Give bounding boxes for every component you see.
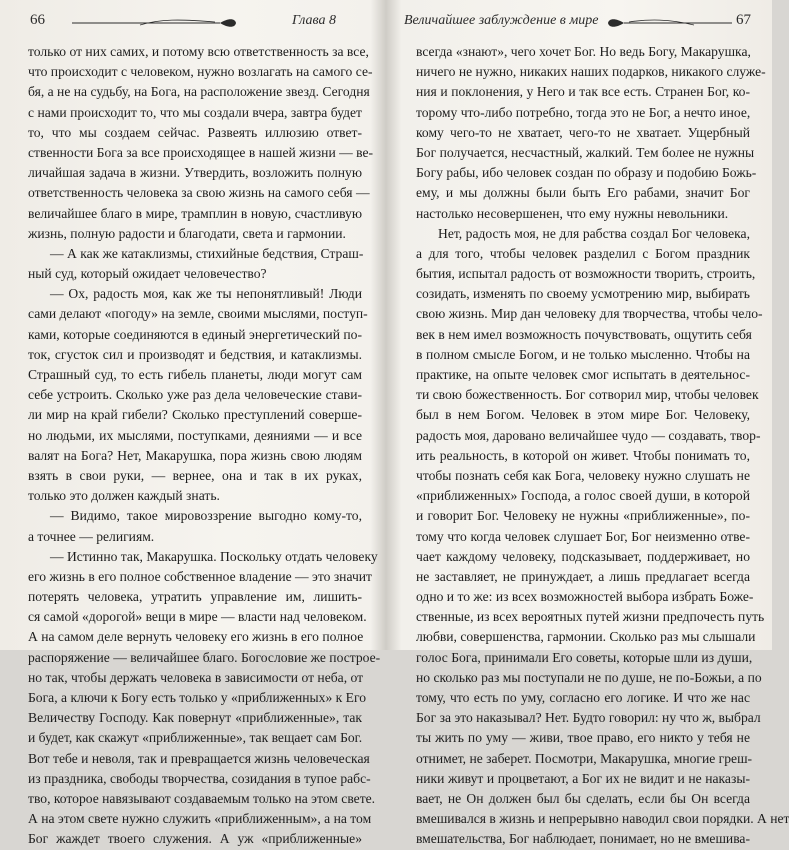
text-line: Нет, радость моя, не для рабства создал Бог человека, — [438, 225, 750, 241]
text-line: бя, а не на судьбу, на Бога, на расположение звезд. Сегодня — [28, 84, 370, 100]
text-line: тво, которое навязывают создаваемым только на этом свете. — [28, 790, 376, 806]
right-page-header — [386, 10, 772, 34]
text-line: Величеству Господу. Как повернут «приближенные», так — [28, 710, 362, 726]
text-line: его жизнь в его полное собственное владение — это значит — [28, 568, 372, 584]
text-line: ники живут и процветают, а Бог их не видит и не наказы- — [416, 770, 750, 786]
text-line: себе устроить. Сколько уже раз дела человеческие стави- — [28, 387, 362, 403]
text-line: радость моя, даровано величайшее чудо — создавать, твор- — [416, 427, 761, 443]
text-line: тому, что есть по уму, согласно его логике. И что же нас — [416, 690, 750, 705]
text-line: ему, и мы должны были быть Его рабами, значит Бог — [416, 185, 750, 201]
text-line: ся самой «дорогой» вещи в мире — власти над человеком. — [28, 609, 367, 625]
text-line: ты жить по уму — живи, твое право, его никто у тебя не — [416, 730, 750, 746]
text-line: ли мир на край гибели? Сколько преступлений соверше- — [28, 407, 362, 423]
text-line: ственные, из всех вероятных путей жизни предпочесть путь — [416, 609, 765, 625]
text-line: — Видимо, такое мировоззрение выгодно кому-то, — [50, 508, 362, 524]
text-line: торому что-либо потребно, тогда это не Бог, а нечто иное, — [416, 104, 751, 120]
text-line: А на этом свете нужно служить «приближенным», а на том — [28, 811, 372, 827]
header-ornament-icon — [70, 16, 240, 30]
text-line: не заставляет, не принуждает, а лишь предлагает всегда — [416, 568, 750, 584]
text-line: а точнее — религиям. — [28, 528, 155, 544]
text-line: чает каждому человеку, подсказывает, поддерживает, но — [416, 548, 750, 564]
text-line: но людьми, их мыслями, поступками, деяниями — и все — [28, 427, 362, 443]
text-line: ками, которые соединяются в единый энергетический по- — [28, 326, 362, 342]
text-line: взять в свои руки, — вернее, она и так в их руках, — [28, 467, 362, 483]
right-page — [386, 0, 789, 847]
text-line: — Ох, радость моя, как же ты непонятливый! Люди — [50, 286, 362, 302]
right-running-head: Величайшее заблуждение в мире — [404, 13, 599, 28]
text-line: — А как же катаклизмы, стихийные бедствия, Страш- — [50, 245, 364, 261]
text-line: Богу рабы, ибо человек создан по образу и подобию Божь- — [416, 165, 757, 181]
text-line: свою жизнь. Мир дан человеку для творчества, чтобы чело- — [416, 306, 763, 322]
text-line: ственности Бога за все происходящее в нашей жизни — ве- — [28, 144, 374, 160]
text-line: с нами происходит то, что мы создали вчера, завтра будет — [28, 104, 362, 120]
left-body-text — [28, 42, 381, 850]
text-line: — Истинно так, Макарушка. Поскольку отдать человеку — [50, 548, 378, 564]
left-page — [0, 0, 386, 847]
text-line: вмешивался в жизнь и непрерывно наводил свои порядки. А нет — [416, 811, 789, 827]
right-body-text — [416, 42, 789, 850]
text-line: потерять человека, утратить управление им, лишить- — [28, 589, 362, 605]
text-line: вмешательства, Бог наблюдает, понимает, но не вмешива- — [416, 831, 750, 847]
left-page-number: 66 — [30, 12, 45, 28]
text-line: что происходит с человеком, нужно возлагать на самого се- — [28, 64, 373, 80]
text-line: ничего не нужно, никаких наших подарков, никакого служе- — [416, 64, 766, 80]
text-line: Страшный суд, то есть гибель планеты, люди могут сам — [28, 367, 362, 382]
text-line: но так, чтобы держать человека в зависимости от неба, от — [28, 669, 364, 685]
text-line: Бог жаждет твоего служения. А уж «приближенные» — [28, 831, 362, 847]
text-line: практике, на опыте человек смог испытать в деятельнос- — [416, 367, 750, 382]
text-line: сами делают «погоду» на земле, своими мыслями, поступ- — [28, 306, 368, 322]
text-line: настолько несовершенен, что ему нужны невольники. — [416, 205, 729, 221]
text-line: распоряжение — величайшее благо. Богословие же построе- — [28, 649, 381, 665]
text-line: чтобы познать себя как Бога, человеку нужно слушать не — [416, 467, 750, 483]
text-line: из праздника, свободы творчества, созидания в тупое рабс- — [28, 770, 371, 786]
text-line: тому что когда человек слушает Бог, Бог неизменно отве- — [416, 528, 750, 544]
text-line: ный суд, который ожидает человечество? — [28, 266, 267, 282]
text-line: ток, сгусток сил и производят и бедствия, и катаклизмы. — [28, 346, 362, 362]
text-line: а для того, чтобы человек разделил с Богом праздник — [416, 245, 750, 261]
text-line: ти свою божественность. Бог сотворил мир, чтобы человек — [416, 387, 759, 403]
text-line: был в нем Богом. Человек в этом мире Бог. Человеку, — [416, 407, 750, 423]
text-line: личайшая задача в жизни. Утвердить, возложить полную — [28, 165, 362, 181]
text-line: жизнь, полную радости и благодати, света и гармонии. — [28, 225, 346, 241]
text-line: бытия, испытал радость от возможности творить, строить, — [416, 266, 756, 282]
text-line: век в нем имел возможность почувствовать, ощутить себя — [416, 326, 752, 342]
text-line: Бог за это наказывал? Нет. Будто говорил: ну что ж, выбрал — [416, 710, 761, 726]
text-line: А на самом деле вернуть человеку его жизнь в его полное — [28, 629, 364, 645]
text-line: всегда «знают», чего хочет Бог. Но ведь Богу, Макарушка, — [416, 44, 751, 59]
text-line: вает, не Он должен был бы сделать, если бы Он всегда — [416, 790, 750, 806]
text-line: «приближенных» Господа, а голос своей души, в которой — [416, 488, 750, 504]
text-line: и будет, как скажут «приближенные», так вещает сам Бог. — [28, 730, 363, 746]
text-line: кому чего-то не хватает, чего-то не хватает. Ущербный — [416, 124, 750, 140]
text-line: любви, совершенства, гармонии. Сколько раз мы слышали — [416, 629, 756, 645]
text-line: Бога, а ключи к Богу есть только у «приближенных» к Его — [28, 690, 367, 705]
text-line: голос Бога, принимали Его советы, которые шли из души, — [416, 649, 753, 665]
text-line: Вот тебе и неволя, так и превращается жизнь человеческая — [28, 750, 370, 766]
text-line: только от них самих, и потому всю ответственность за все, — [28, 44, 369, 59]
text-line: ить реальность, в которой он живет. Чтобы понимать то, — [416, 447, 750, 463]
text-line: ответственность человека за свою жизнь на самого себя — — [28, 185, 370, 201]
header-ornament-icon — [604, 16, 734, 30]
text-line: но сколько раз мы поступали не по душе, не по-Божьи, а по — [416, 669, 762, 685]
text-line: одно и то же: из всех возможностей выбора избрать Боже- — [416, 589, 754, 605]
text-line: только это должен каждый знать. — [28, 488, 220, 504]
text-line: валят на Бога? Нет, Макарушка, пора жизнь свою людям — [28, 447, 362, 463]
left-running-head: Глава 8 — [292, 13, 336, 28]
text-line: Бог получается, несчастный, жалкий. Тем более не нужны — [416, 144, 755, 160]
text-line: в полном смысле Богом, и не только мысленно. Чтобы на — [416, 346, 750, 362]
text-line: ния и поклонения, у Него и так все есть. Странен Бог, ко- — [416, 84, 750, 100]
text-line: отнимет, не заберет. Посмотри, Макарушка, многие греш- — [416, 750, 753, 766]
text-line: величайшее благо в мире, трамплин в новую, счастливую — [28, 205, 362, 221]
right-page-number: 67 — [736, 12, 751, 28]
text-line: то, что мы создаем сейчас. Развеять иллюзию ответ- — [28, 124, 362, 140]
text-line: и говорит Бог. Человеку не нужны «приближенные», по- — [416, 508, 750, 524]
text-line: созидать, изменять по своему усмотрению мир, выбирать — [416, 286, 750, 302]
left-page-header — [0, 10, 386, 34]
